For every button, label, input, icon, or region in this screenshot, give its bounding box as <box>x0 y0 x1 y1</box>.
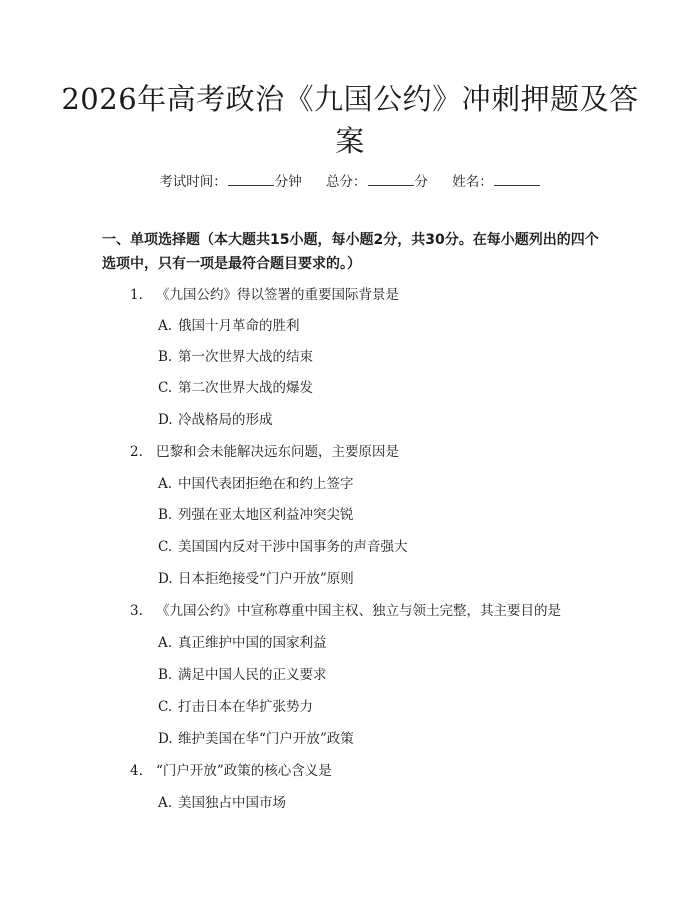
name-field <box>452 174 541 190</box>
option-1d[interactable] <box>158 408 273 428</box>
question-number: 4. <box>130 763 143 779</box>
option-2c[interactable] <box>158 535 408 555</box>
option-letter: A. <box>158 635 173 651</box>
question-stem: 《九国公约》得以签署的重要国际背景是 <box>156 287 399 303</box>
option-letter: B. <box>158 349 173 365</box>
option-text: 打击日本在华扩张势力 <box>178 699 313 715</box>
option-1b[interactable] <box>158 345 313 365</box>
question-number: 3. <box>130 603 143 619</box>
option-3b[interactable] <box>158 663 327 683</box>
time-field <box>159 174 306 190</box>
question-4 <box>130 759 332 779</box>
option-text: 维护美国在华“门户开放”政策 <box>178 731 354 747</box>
option-letter: C. <box>158 539 173 555</box>
question-stem: 《九国公约》中宣称尊重中国主权、独立与领土完整，其主要目的是 <box>156 603 561 619</box>
option-letter: D. <box>158 571 173 587</box>
score-field <box>326 174 432 190</box>
score-label: 总分： <box>326 174 367 190</box>
option-2d[interactable] <box>158 567 354 587</box>
option-2a[interactable] <box>158 472 354 492</box>
question-stem: 巴黎和会未能解决远东问题，主要原因是 <box>156 444 399 460</box>
name-label: 姓名： <box>452 174 493 190</box>
option-3a[interactable] <box>158 631 327 651</box>
option-text: 俄国十月革命的胜利 <box>178 318 300 334</box>
option-text: 日本拒绝接受“门户开放”原则 <box>178 571 354 587</box>
option-text: 满足中国人民的正义要求 <box>178 667 327 683</box>
time-label: 考试时间： <box>159 174 227 190</box>
option-letter: B. <box>158 507 173 523</box>
option-letter: D. <box>158 412 173 428</box>
question-stem: “门户开放”政策的核心含义是 <box>156 763 332 779</box>
option-letter: A. <box>158 476 173 492</box>
option-text: 列强在亚太地区利益冲突尖锐 <box>178 507 354 523</box>
question-2 <box>130 440 399 460</box>
option-text: 第一次世界大战的结束 <box>178 349 313 365</box>
option-text: 美国国内反对干涉中国事务的声音强大 <box>178 539 408 555</box>
time-unit: 分钟 <box>274 174 302 190</box>
page-title: 2026年高考政治《九国公约》冲刺押题及答案 <box>61 82 639 158</box>
option-text: 第二次世界大战的爆发 <box>178 380 313 396</box>
exam-meta <box>0 170 700 190</box>
option-text: 真正维护中国的国家利益 <box>178 635 327 651</box>
option-1a[interactable] <box>158 314 300 334</box>
option-text: 中国代表团拒绝在和约上签字 <box>178 476 354 492</box>
question-1 <box>130 283 399 303</box>
option-letter: B. <box>158 667 173 683</box>
section-heading: 一、单项选择题（本大题共15小题，每小题2分，共30分。在每小题列出的四个选项中，只有一项是最符合题目要求的。） <box>102 232 599 272</box>
question-number: 1. <box>130 287 143 303</box>
name-blank[interactable] <box>494 173 540 186</box>
option-3d[interactable] <box>158 727 354 747</box>
option-3c[interactable] <box>158 695 313 715</box>
score-unit: 分 <box>414 174 428 190</box>
option-1c[interactable] <box>158 376 313 396</box>
option-letter: C. <box>158 699 173 715</box>
score-blank[interactable] <box>368 173 414 186</box>
option-text: 冷战格局的形成 <box>178 412 273 428</box>
option-letter: A. <box>158 795 173 811</box>
option-letter: C. <box>158 380 173 396</box>
option-letter: D. <box>158 731 173 747</box>
option-letter: A. <box>158 318 173 334</box>
option-4a[interactable] <box>158 791 286 811</box>
option-text: 美国独占中国市场 <box>178 795 286 811</box>
question-3 <box>130 599 561 619</box>
question-number: 2. <box>130 444 143 460</box>
option-2b[interactable] <box>158 503 354 523</box>
time-blank[interactable] <box>228 173 274 186</box>
